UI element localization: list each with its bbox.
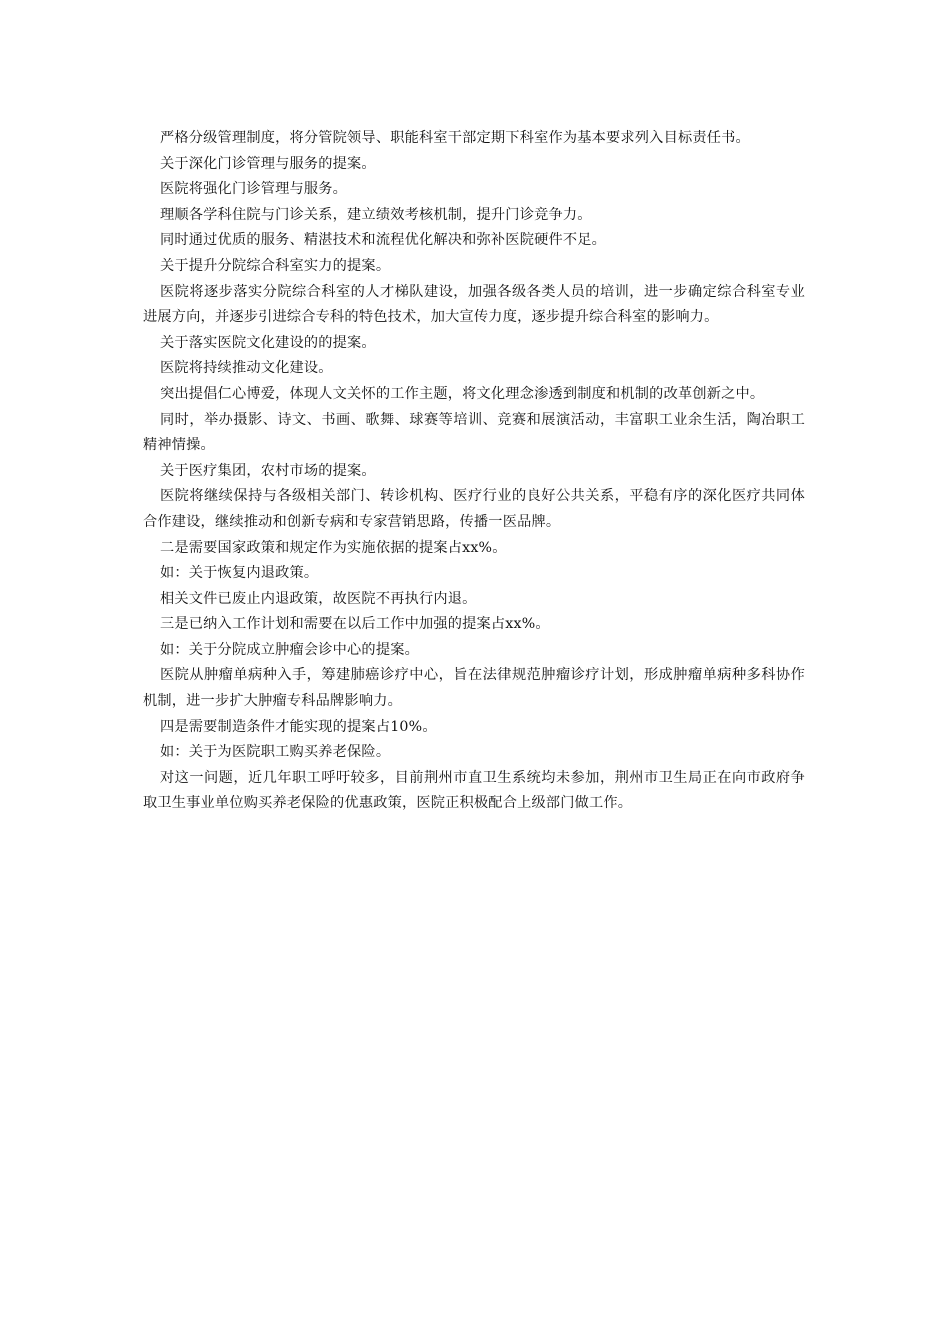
- paragraph-9: 医院将持续推动文化建设。: [160, 360, 333, 377]
- paragraph-20: 四是需要制造条件才能实现的提案占10%。: [160, 718, 437, 735]
- paragraph-4: 理顺各学科住院与门诊关系，建立绩效考核机制，提升门诊竞争力。: [160, 206, 592, 223]
- paragraph-18: 如：关于分院成立肿瘤会诊中心的提案。: [160, 641, 419, 658]
- paragraph-7: 医院将逐步落实分院综合科室的人才梯队建设，加强各级各类人员的培训，进一步确定综合科室专业进展方向，并逐步引进综合专科的特色技术，加大宣传力度，逐步提升综合科室的影响力。: [143, 283, 805, 326]
- paragraph-6: 关于提升分院综合科室实力的提案。: [160, 257, 391, 274]
- paragraph-8: 关于落实医院文化建设的的提案。: [160, 334, 376, 351]
- paragraph-14: 二是需要国家政策和规定作为实施依据的提案占xx%。: [160, 539, 507, 556]
- paragraph-21: 如：关于为医院职工购买养老保险。: [160, 744, 391, 761]
- paragraph-13: 医院将继续保持与各级相关部门、转诊机构、医疗行业的良好公共关系，平稳有序的深化医疗共同体合作建设，继续推动和创新专病和专家营销思路，传播一医品牌。: [143, 488, 805, 530]
- paragraph-2: 关于深化门诊管理与服务的提案。: [160, 155, 376, 172]
- paragraph-12: 关于医疗集团，农村市场的提案。: [160, 462, 376, 479]
- paragraph-10: 突出提倡仁心博爱，体现人文关怀的工作主题，将文化理念渗透到制度和机制的改革创新之中。: [160, 385, 765, 402]
- paragraph-17: 三是已纳入工作计划和需要在以后工作中加强的提案占xx%。: [160, 616, 550, 633]
- paragraph-16: 相关文件已废止内退政策，故医院不再执行内退。: [160, 590, 477, 607]
- paragraph-22: 对这一问题，近几年职工呼吁较多，目前荆州市直卫生系统均未参加，荆州市卫生局正在向市政府争取卫生事业单位购买养老保险的优惠政策，医院正积极配合上级部门做工作。: [143, 769, 805, 812]
- paragraph-11: 同时，举办摄影、诗文、书画、歌舞、球赛等培训、竞赛和展演活动，丰富职工业余生活，陶冶职工精神情操。: [143, 411, 805, 454]
- paragraph-15: 如：关于恢复内退政策。: [160, 565, 319, 582]
- paragraph-19: 医院从肿瘤单病种入手，筹建肺癌诊疗中心，旨在法律规范肿瘤诊疗计划，形成肿瘤单病种多科协作机制，进一步扩大肿瘤专科品牌影响力。: [143, 667, 805, 710]
- paragraph-3: 医院将强化门诊管理与服务。: [160, 181, 348, 198]
- paragraph-1: 严格分级管理制度，将分管院领导、职能科室干部定期下科室作为基本要求列入目标责任书。: [160, 130, 750, 146]
- paragraph-5: 同时通过优质的服务、精湛技术和流程优化解决和弥补医院硬件不足。: [160, 232, 607, 249]
- document-body: [143, 126, 805, 817]
